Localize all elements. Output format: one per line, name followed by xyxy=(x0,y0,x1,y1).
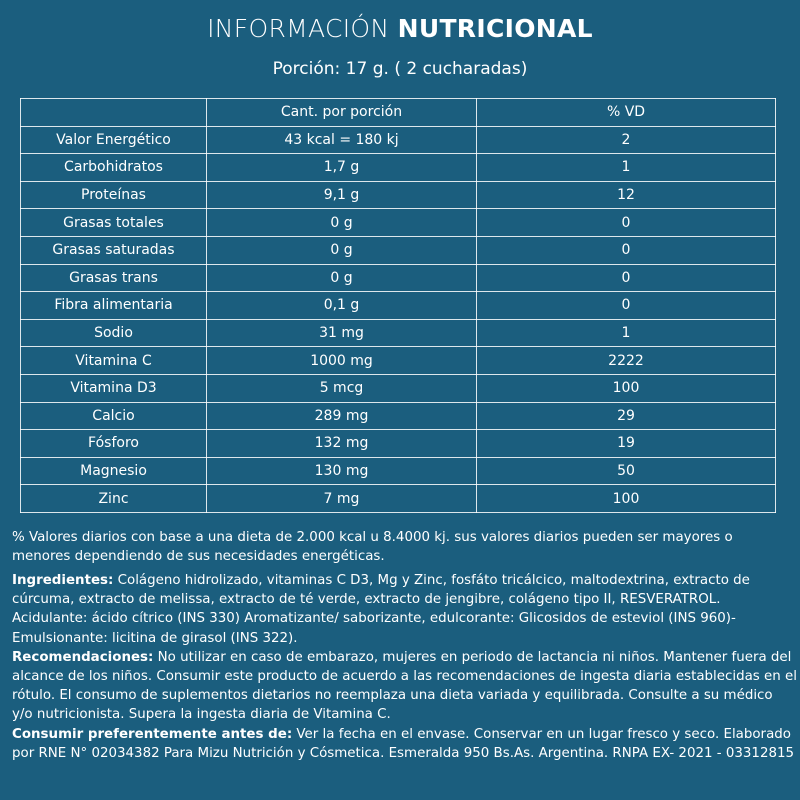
table-row xyxy=(21,430,776,458)
daily-value-percent: 100 xyxy=(477,485,776,513)
table-row xyxy=(21,292,776,320)
daily-value-percent: 1 xyxy=(477,319,776,347)
ingredients-paragraph xyxy=(12,571,797,648)
nutrient-name: Fibra alimentaria xyxy=(21,292,207,320)
amount-per-portion: 0 g xyxy=(207,264,477,292)
table-row xyxy=(21,347,776,375)
nutrient-name: Fósforo xyxy=(21,430,207,458)
nutrient-name: Zinc xyxy=(21,485,207,513)
portion-size: Porción: 17 g. ( 2 cucharadas) xyxy=(272,59,528,79)
best-before-paragraph xyxy=(12,725,797,763)
daily-values-note: % Valores diarios con base a una dieta de 2.000 kcal u 8.4000 kj. sus valores diarios pueden ser mayores o menores dependiendo de sus necesidades energéticas. xyxy=(12,530,733,564)
title-light: INFORMACIÓN xyxy=(207,14,390,43)
recommendations-text: No utilizar en caso de embarazo, mujeres en periodo de lactancia ni niños. Mantener fuera del alcance de los niños. Consumir este producto de acuerdo a las recomendaciones de ingesta diaria establecidas en el rótulo. El consumo de suplementos dietarios no reemplaza una dieta variada y equilibrada. Consulte a su médico y/o nutricionista. Supera la ingesta diaria de Vitamina C. xyxy=(12,649,797,723)
daily-value-percent: 2222 xyxy=(477,347,776,375)
page-title xyxy=(0,14,800,43)
table-row xyxy=(21,126,776,154)
nutrient-name: Vitamina D3 xyxy=(21,374,207,402)
table-row xyxy=(21,181,776,209)
nutrition-table xyxy=(20,98,776,513)
amount-per-portion: 289 mg xyxy=(207,402,477,430)
nutrient-name: Grasas trans xyxy=(21,264,207,292)
amount-per-portion: 1000 mg xyxy=(207,347,477,375)
nutrient-name: Sodio xyxy=(21,319,207,347)
nutrient-name: Valor Energético xyxy=(21,126,207,154)
daily-value-percent: 0 xyxy=(477,236,776,264)
amount-per-portion: 0 g xyxy=(207,236,477,264)
daily-value-percent: 0 xyxy=(477,264,776,292)
amount-per-portion: 9,1 g xyxy=(207,181,477,209)
nutrient-name: Grasas saturadas xyxy=(21,236,207,264)
amount-per-portion: 1,7 g xyxy=(207,154,477,182)
amount-per-portion: 132 mg xyxy=(207,430,477,458)
table-header-row xyxy=(21,99,776,127)
best-before-label: Consumir preferentemente antes de: xyxy=(12,726,293,742)
daily-value-percent: 100 xyxy=(477,374,776,402)
recommendations-label: Recomendaciones: xyxy=(12,649,154,665)
daily-value-percent: 50 xyxy=(477,457,776,485)
ingredients-label: Ingredientes: xyxy=(12,573,114,588)
amount-per-portion: 0 g xyxy=(207,209,477,237)
daily-value-percent: 0 xyxy=(477,292,776,320)
table-row xyxy=(21,154,776,182)
title-bold: NUTRICIONAL xyxy=(397,14,593,43)
nutrient-name: Calcio xyxy=(21,402,207,430)
nutrient-name: Grasas totales xyxy=(21,209,207,237)
recommendations-paragraph xyxy=(12,648,797,725)
table-row xyxy=(21,457,776,485)
ingredients-text: Colágeno hidrolizado, vitaminas C D3, Mg y Zinc, fosfáto tricálcico, maltodextrina, extracto de cúrcuma, extracto de melissa, extracto de té verde, extracto de jengibre, colágeno tipo II, RESVERATROL. Acidulante: ácido cítrico (INS 330) Aromatizante/ saborizante, edulcorante: Glicosidos de esteviol (INS 960)- Emulsionante: licitina de girasol (INS 322). xyxy=(12,573,750,646)
table-row xyxy=(21,374,776,402)
best-before-text: Ver la fecha en el envase. Conservar en un lugar fresco y seco. Elaborado por RNE N° 02034382 Para Mizu Nutrición y Cósmetica. Esmeralda 950 Bs.As. Argentina. RNPA EX- 2021 - 03312815 xyxy=(12,726,795,761)
product-info xyxy=(12,571,797,763)
amount-per-portion: 5 mcg xyxy=(207,374,477,402)
amount-per-portion: 130 mg xyxy=(207,457,477,485)
daily-value-percent: 2 xyxy=(477,126,776,154)
table-row xyxy=(21,402,776,430)
amount-per-portion: 7 mg xyxy=(207,485,477,513)
daily-value-percent: 0 xyxy=(477,209,776,237)
nutrient-name: Proteínas xyxy=(21,181,207,209)
header-dv: % VD xyxy=(477,99,776,127)
header-amount: Cant. por porción xyxy=(207,99,477,127)
table-row xyxy=(21,236,776,264)
daily-value-percent: 12 xyxy=(477,181,776,209)
nutrient-name: Magnesio xyxy=(21,457,207,485)
daily-value-percent: 29 xyxy=(477,402,776,430)
amount-per-portion: 31 mg xyxy=(207,319,477,347)
nutrition-table-body xyxy=(21,126,776,512)
amount-per-portion: 0,1 g xyxy=(207,292,477,320)
table-row xyxy=(21,209,776,237)
header-nutrient xyxy=(21,99,207,127)
amount-per-portion: 43 kcal = 180 kj xyxy=(207,126,477,154)
daily-value-percent: 1 xyxy=(477,154,776,182)
daily-value-percent: 19 xyxy=(477,430,776,458)
table-row xyxy=(21,485,776,513)
table-row xyxy=(21,264,776,292)
table-row xyxy=(21,319,776,347)
nutrient-name: Carbohidratos xyxy=(21,154,207,182)
nutrient-name: Vitamina C xyxy=(21,347,207,375)
